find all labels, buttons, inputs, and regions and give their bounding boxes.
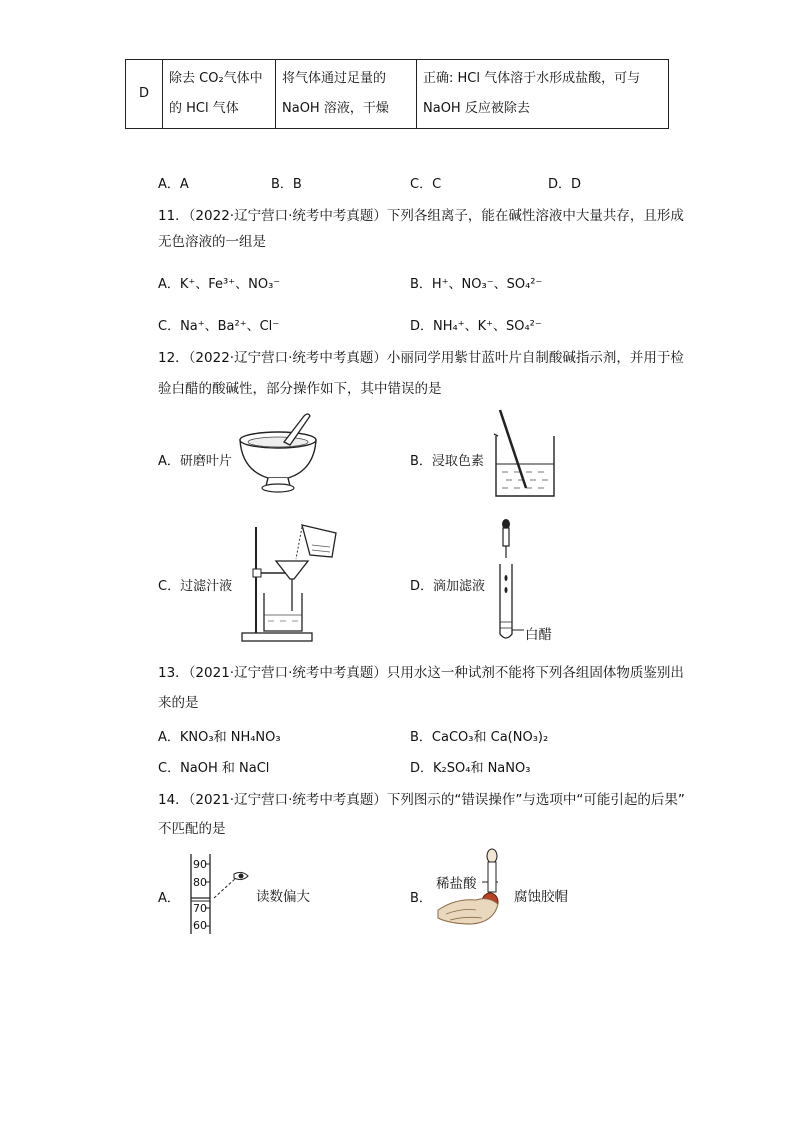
answer-table — [125, 59, 669, 129]
tick-label-70: 70 — [193, 902, 207, 915]
hand-dropper-icon — [436, 848, 516, 932]
tick-label-80: 80 — [193, 876, 207, 889]
q10-option-d[interactable]: D．D — [548, 177, 582, 192]
vinegar-label: 白醋 — [525, 627, 552, 643]
table-cell-evaluation — [417, 60, 669, 129]
q11-stem-line2: 无色溶液的一组是 — [158, 234, 266, 250]
tick-label-90: 90 — [193, 858, 207, 871]
cell-line: 除去 CO₂气体中 — [169, 71, 263, 86]
q13-option-a[interactable]: A．KNO₃和 NH₄NO₃ — [158, 730, 281, 745]
q12-option-b[interactable]: B．浸取色素 — [410, 454, 484, 469]
beaker-stirring-icon — [492, 408, 562, 500]
table-cell-purpose — [163, 60, 276, 129]
cell-line: 正确: HCl 气体溶于水形成盐酸，可与 — [423, 71, 641, 86]
q13-option-b[interactable]: B．CaCO₃和 Ca(NO₃)₂ — [410, 730, 549, 745]
q14-option-b[interactable]: B． — [410, 891, 432, 906]
mortar-pestle-icon — [238, 412, 318, 497]
q11-stem-line1: 11．（2022·辽宁营口·统考中考真题）下列各组离子，能在碱性溶液中大量共存，且形成 — [158, 208, 684, 224]
q14-stem-line2: 不匹配的是 — [158, 821, 226, 837]
cell-line: NaOH 反应被除去 — [423, 101, 530, 116]
q12-option-a[interactable]: A．研磨叶片 — [158, 454, 232, 469]
q10-option-a[interactable]: A．A — [158, 177, 189, 192]
q14-stem-line1: 14．（2021·辽宁营口·统考中考真题）下列图示的“错误操作”与选项中“可能引起的后果” — [158, 792, 685, 808]
q10-option-b[interactable]: B．B — [271, 177, 302, 192]
q13-stem-line2: 来的是 — [158, 695, 199, 711]
table-cell-method — [276, 60, 417, 129]
q11-option-c[interactable]: C．Na⁺、Ba²⁺、Cl⁻ — [158, 319, 280, 334]
table-cell-letter: D — [126, 60, 163, 129]
q12-stem-line1: 12．（2022·辽宁营口·统考中考真题）小丽同学用紫甘蓝叶片自制酸碱指示剂，并用于检 — [158, 350, 684, 366]
dilute-hcl-label: 稀盐酸 — [436, 876, 477, 892]
table-row — [126, 60, 669, 129]
tick-label-60: 60 — [193, 919, 207, 932]
q12-option-d[interactable]: D．滴加滤液 — [410, 579, 486, 594]
q13-option-d[interactable]: D．K₂SO₄和 NaNO₃ — [410, 761, 531, 776]
cell-line: NaOH 溶液，干燥 — [282, 101, 389, 116]
q13-option-c[interactable]: C．NaOH 和 NaCl — [158, 761, 270, 776]
q14-option-a[interactable]: A． — [158, 891, 180, 906]
q12-option-c[interactable]: C．过滤汁液 — [158, 579, 233, 594]
q14-a-consequence: 读数偏大 — [256, 889, 310, 905]
cell-line: 的 HCl 气体 — [169, 101, 239, 116]
q12-stem-line2: 验白醋的酸碱性，部分操作如下，其中错误的是 — [158, 381, 442, 397]
q14-b-consequence: 腐蚀胶帽 — [514, 889, 568, 905]
q11-option-d[interactable]: D．NH₄⁺、K⁺、SO₄²⁻ — [410, 319, 542, 334]
q11-option-a[interactable]: A．K⁺、Fe³⁺、NO₃⁻ — [158, 277, 281, 292]
cell-line: 将气体通过足量的 — [282, 71, 387, 86]
q10-option-c[interactable]: C．C — [410, 177, 442, 192]
q11-option-b[interactable]: B．H⁺、NO₃⁻、SO₄²⁻ — [410, 277, 543, 292]
q13-stem-line1: 13．（2021·辽宁营口·统考中考真题）只用水这一种试剂不能将下列各组固体物质鉴别出 — [158, 665, 684, 681]
dropper-test-tube-icon — [490, 518, 530, 643]
filtration-setup-icon — [240, 515, 345, 645]
